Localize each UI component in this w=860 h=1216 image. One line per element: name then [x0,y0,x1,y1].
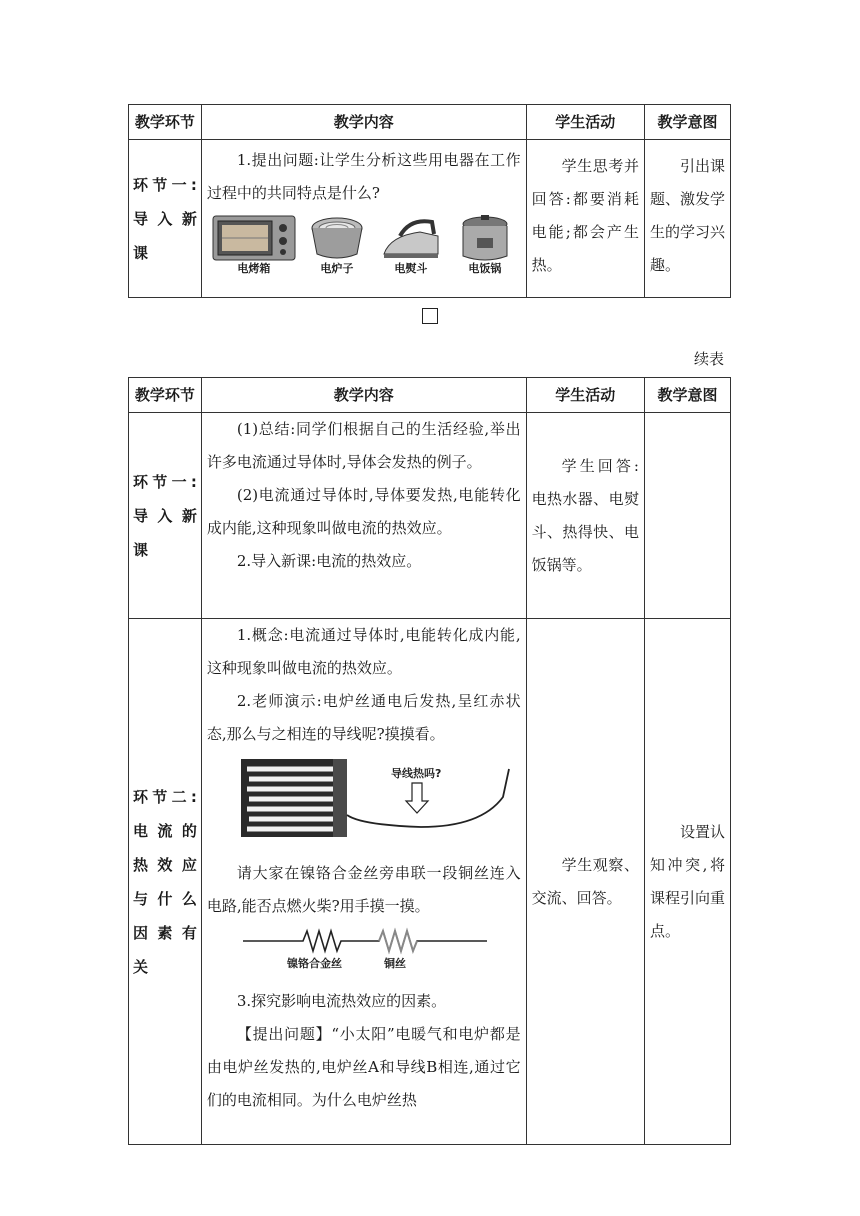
content-cell [201,140,526,298]
content-paragraph: 3.探究影响电流热效应的因素。 [236,992,447,1010]
appliance-iron [377,214,445,276]
stage-line: 导 入 新 [133,506,197,525]
table-row [129,140,731,298]
content-cell [201,413,526,619]
appliance-stove [303,214,371,276]
student-cell [526,413,644,619]
rice-cooker-image [457,214,513,262]
stage-cell [129,413,202,619]
heating-wire-figure [241,757,521,851]
intent-cell [644,413,730,619]
header-intent: 教学意图 [644,105,730,140]
stage-line: 环节一: [133,472,197,491]
continued-label: 续表 [694,350,725,368]
content-paragraph: 请大家在镍铬合金丝旁串联一段铜丝连入电路,能否点燃火柴?用手摸一摸。 [206,864,521,915]
header-stage: 教学环节 [129,105,202,140]
appliance-label: 电熨斗 [394,262,428,275]
student-cell [526,619,644,1145]
intent-text: 设置认知冲突,将课程引向重点。 [649,822,725,940]
appliance-label: 电饭锅 [468,262,502,275]
stage-line: 热 效 应 [133,855,197,874]
resistor-diagram [243,927,487,971]
placeholder-square [422,308,438,324]
header-intent: 教学意图 [644,378,730,413]
table-row [129,619,731,1145]
content-paragraph: 1.概念:电流通过导体时,电能转化成内能,这种现象叫做电流的热效应。 [206,626,521,677]
oven-image [212,214,296,262]
stage-line: 电 流 的 [133,821,197,840]
heating-coil-diagram [241,757,519,839]
stage-line: 环节一: [133,175,197,194]
appliance-label: 电烤箱 [237,262,271,275]
student-text: 学生回答:电热水器、电熨斗、热得快、电饭锅等。 [531,456,639,574]
stage-line: 关 [133,957,149,976]
student-text: 学生观察、交流、回答。 [531,855,639,907]
student-text: 学生思考并回答:都要消耗电能;都会产生热。 [531,157,639,274]
intent-cell [644,619,730,1145]
content-paragraph: (2)电流通过导体时,导体要发热,电能转化成内能,这种现象叫做电流的热效应。 [206,486,521,537]
wire-series-figure [243,927,521,983]
nichrome-label: 镍铬合金丝 [286,957,342,970]
stage-line: 课 [133,540,149,559]
content-text: 1.提出问题:让学生分析这些用电器在工作过程中的共同特点是什么? [206,151,521,202]
copper-label: 铜丝 [383,957,406,970]
lesson-table-1 [128,104,731,298]
appliance-oven [211,214,297,276]
stage-line: 环节二: [133,787,197,806]
stage-cell [129,140,202,298]
header-student: 学生活动 [526,378,644,413]
stage-line: 与 什 么 [133,889,197,908]
content-paragraph: (1)总结:同学们根据自己的生活经验,举出许多电流通过导体时,导体会发热的例子。 [206,420,521,471]
stage-line: 导 入 新 [133,209,197,228]
content-cell [201,619,526,1145]
appliance-cooker [451,214,519,276]
header-content: 教学内容 [201,378,526,413]
student-cell [526,140,644,298]
appliance-images [207,214,521,276]
content-paragraph: 2.导入新课:电流的热效应。 [236,552,422,570]
iron-image [380,214,442,262]
content-paragraph: 2.老师演示:电炉丝通电后发热,呈红赤状态,那么与之相连的导线呢?摸摸看。 [206,692,521,743]
intent-text: 引出课题、激发学生的学习兴趣。 [649,157,725,274]
table-row [129,413,731,619]
figure-question-label: 导线热吗? [390,767,442,780]
content-paragraph: 【提出问题】“小太阳”电暖气和电炉都是由电炉丝发热的,电炉丝A和导线B相连,通过它们的电流相同。为什么电炉丝热 [206,1025,521,1109]
stage-line: 课 [133,243,149,262]
table-header-row [129,105,731,140]
table-header-row [129,378,731,413]
header-student: 学生活动 [526,105,644,140]
appliance-label: 电炉子 [320,262,354,275]
lesson-table-2 [128,377,731,1145]
stove-image [309,214,365,262]
stage-cell [129,619,202,1145]
header-stage: 教学环节 [129,378,202,413]
intent-cell [644,140,730,298]
stage-line: 因 素 有 [133,923,197,942]
header-content: 教学内容 [201,105,526,140]
